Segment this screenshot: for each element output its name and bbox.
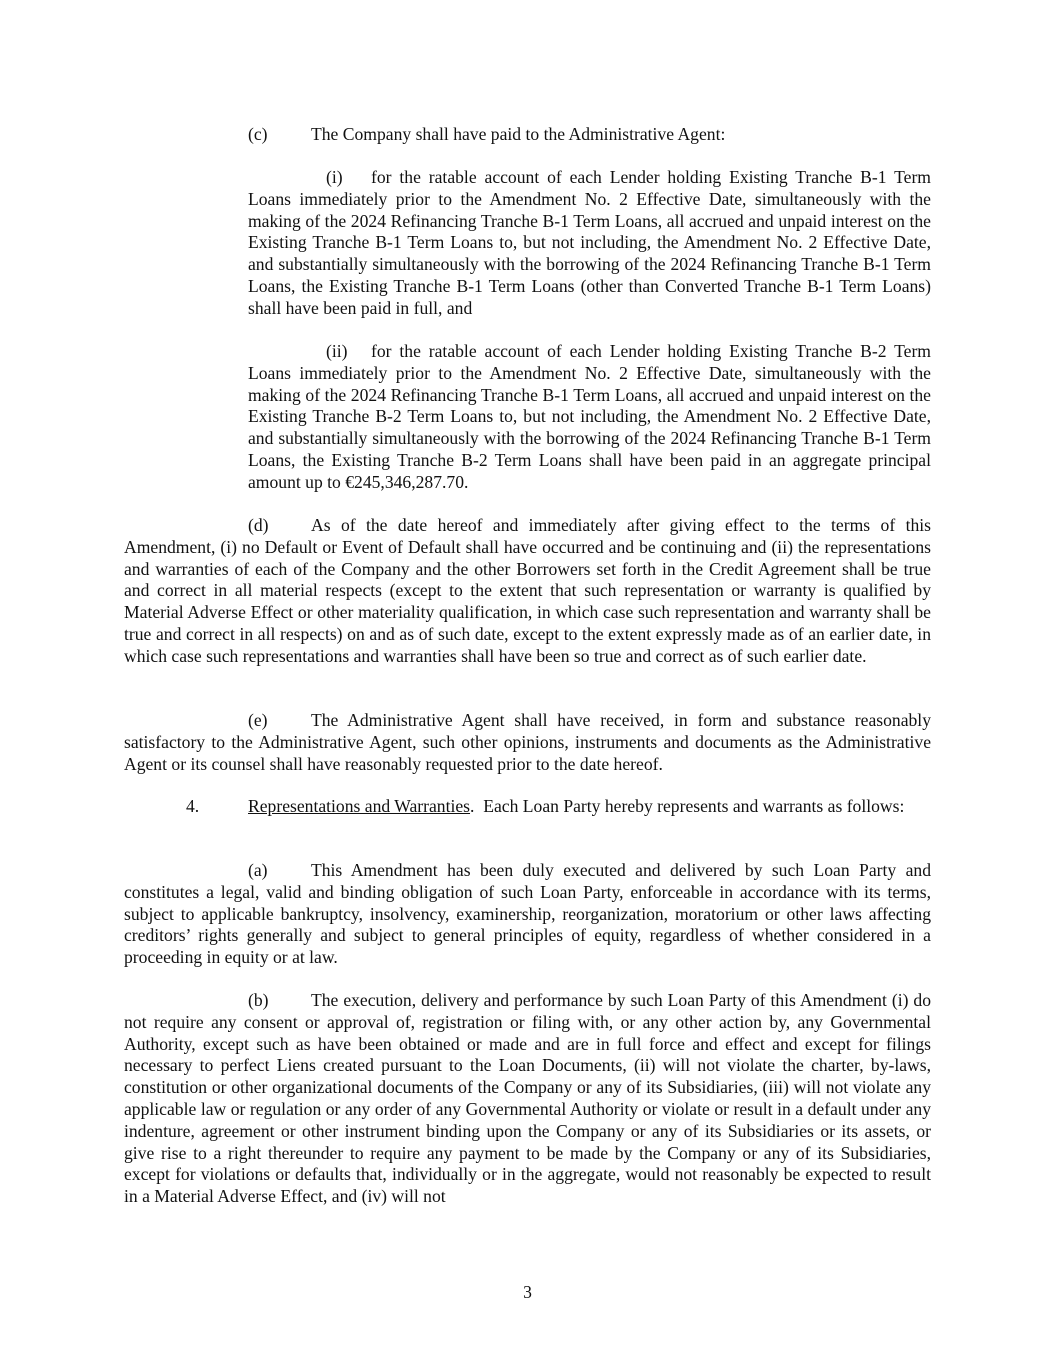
- clause-c-label: (c): [248, 124, 268, 144]
- clause-d: [124, 515, 931, 668]
- section-4-heading: Representations and Warranties: [248, 796, 471, 816]
- clause-e-text: The Administrative Agent shall have received, in form and substance reasonably satisfactory to the Administrative Agent, such other opinions, instruments and documents as the Administrative Agent or its counsel shall have reasonably requested prior to the date hereof.: [124, 710, 931, 774]
- clause-c-text: The Company shall have paid to the Administrative Agent:: [311, 124, 726, 144]
- section-4: 4. Representations and Warranties. Each Loan Party hereby represents and warrants as follows:: [186, 796, 905, 816]
- clause-4b-label: (b): [248, 990, 269, 1010]
- clause-4a-label: (a): [248, 860, 268, 880]
- clause-e: [124, 710, 931, 775]
- clause-4a-text: This Amendment has been duly executed and delivered by such Loan Party and constitutes a legal, valid and binding obligation of such Loan Party, enforceable in accordance with its terms, subject to applicable bankruptcy, insolvency, examinership, reorganization, moratorium or other laws affecting creditors’ rights generally and subject to general principles of equity, regardless of whether considered in a proceeding in equity or at law.: [124, 860, 931, 968]
- clause-d-text: As of the date hereof and immediately after giving effect to the terms of this Amendment, (i) no Default or Event of Default shall have occurred and be continuing and (ii) the representations and warranties of each of the Company and the other Borrowers set forth in the Credit Agreement shall be true and correct in all material respects (except to the extent that such representation or warranty is qualified by Material Adverse Effect or other materiality qualification, in which case such representation and warranty shall be true and correct in all respects) on and as of such date, except to the extent expressly made as of an earlier date, in which case such representations and warranties shall have been so true and correct as of such earlier date.: [124, 515, 931, 666]
- section-4-number: 4.: [186, 796, 200, 816]
- clause-c-ii-label: (ii): [326, 341, 348, 361]
- clause-4b-text: The execution, delivery and performance by such Loan Party of this Amendment (i) do not require any consent or approval of, registration or filing with, or any other action by, any Governmental Authority, except such as have been obtained or made and are in full force and effect and except for filings necessary to perfect Liens created pursuant to the Loan Documents, (ii) will not violate the charter, by-laws, constitution or other organizational documents of the Company or any of its Subsidiaries, (iii) will not violate any applicable law or regulation or any order of any Governmental Authority or violate or result in a default under any indenture, agreement or other instrument binding upon the Company or any of its Subsidiaries or its assets, or give rise to a right thereunder to require any payment to be made by the Company or any of its Subsidiaries, except for violations or defaults that, individually or in the aggregate, would not reasonably be expected to result in a Material Adverse Effect, and (iv) will not: [124, 990, 931, 1207]
- clause-c-i: [248, 167, 931, 320]
- clause-c: [248, 124, 931, 146]
- clause-4a: [124, 860, 931, 969]
- clause-4b: [124, 990, 931, 1208]
- clause-d-label: (d): [248, 515, 269, 535]
- clause-e-label: (e): [248, 710, 268, 730]
- clause-c-ii-text: for the ratable account of each Lender holding Existing Tranche B-2 Term Loans immediately prior to the Amendment No. 2 Effective Date, simultaneously with the making of the 2024 Refinancing Tranche B-1 Term Loans, all accrued and unpaid interest on the Existing Tranche B-2 Term Loans to, but not including, the Amendment No. 2 Effective Date, and substantially simultaneously with the borrowing of the 2024 Refinancing Tranche B-1 Term Loans, the Existing Tranche B-2 Term Loans shall have been paid in an aggregate principal amount up to €245,346,287.70.: [248, 341, 931, 492]
- clause-c-ii: [248, 341, 931, 494]
- clause-c-i-text: for the ratable account of each Lender holding Existing Tranche B-1 Term Loans immediately prior to the Amendment No. 2 Effective Date, simultaneously with the making of the 2024 Refinancing Tranche B-1 Term Loans, all accrued and unpaid interest on the Existing Tranche B-1 Term Loans to, but not including, the Amendment No. 2 Effective Date, and substantially simultaneously with the borrowing of the 2024 Refinancing Tranche B-1 Term Loans, the Existing Tranche B-1 Term Loans (other than Converted Tranche B-1 Term Loans) shall have been paid in full, and: [248, 167, 931, 318]
- clause-c-i-label: (i): [326, 167, 343, 187]
- section-4-text: Each Loan Party hereby represents and warrants as follows:: [483, 796, 905, 816]
- page-number: 3: [523, 1282, 532, 1302]
